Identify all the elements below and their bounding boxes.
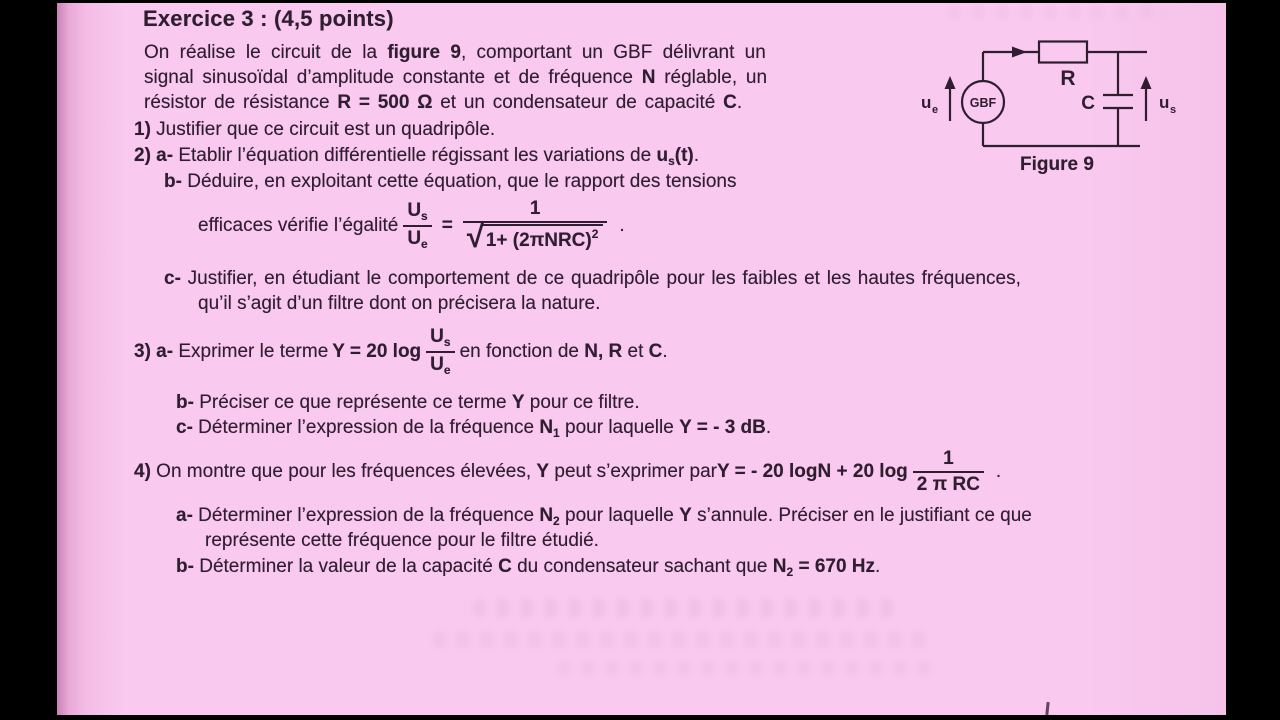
capacitor-label: C [1081, 93, 1095, 114]
pink-paper-page [57, 3, 1226, 715]
question-4a-line-2: représente cette fréquence pour le filtre étudié. [205, 530, 599, 551]
radical-sign: √ [466, 218, 484, 254]
gbf-label: GBF [969, 96, 997, 110]
formula-y-high-freq-lhs: Y = - 20 logN + 20 log [717, 461, 908, 482]
circuit-figure [915, 17, 1220, 157]
question-3c: c- Déterminer l’expression de la fréquence $N_1$ pour laquelle Y = - 3 dB. [176, 417, 772, 440]
formula-y-lhs: Y = 20 log [332, 341, 422, 362]
question-3b: b- Préciser ce que représente ce terme Y pour ce filtre. [176, 392, 640, 413]
question-4b: b- Déterminer la valeur de la capacité C du condensateur sachant que $N_2 = 670$ Hz. [176, 556, 881, 579]
square-root [466, 218, 604, 254]
fraction-numerator: 1 [529, 197, 541, 219]
question-2a: 2) a- Etablir l’équation différentielle régissant les variations de $u_s(t)$. [134, 145, 700, 168]
fraction-us-over-ue [426, 326, 454, 378]
current-arrow-icon [1012, 47, 1027, 58]
resistor-symbol [1039, 42, 1087, 63]
intro-line-2: signal sinusoïdal d’amplitude constante et de fréquence N réglable, un [144, 67, 768, 88]
equation-lead-text: efficaces vérifie l’égalité [198, 215, 399, 236]
fraction-transfer [463, 198, 608, 255]
question-3a-tail: en fonction de N, R et C. [459, 341, 668, 362]
resistor-label: R [1060, 67, 1076, 90]
us-arrow-icon [1141, 76, 1152, 89]
fraction-us-over-ue [403, 200, 431, 252]
exercise-title: Exercice 3 : (4,5 points) [143, 6, 394, 31]
fraction-denominator: 2 π RC [913, 471, 984, 496]
figure-caption: Figure 9 [1020, 154, 1094, 175]
fraction-numerator: $U_s$ [407, 200, 428, 224]
us-label-base: u [1159, 93, 1170, 112]
fraction-numerator: 1 [943, 448, 954, 470]
fraction-denominator: $U_e$ [403, 225, 431, 252]
intro-line-1: On réalise le circuit de la figure 9, comportant un GBF délivrant un [144, 42, 766, 63]
question-3a-line [134, 321, 668, 383]
ue-arrow-icon [945, 76, 956, 89]
question-4-lead: 4) On montre que pour les fréquences élevées, Y peut s’exprimer par [134, 461, 718, 482]
rc-circuit-diagram [915, 17, 1220, 157]
fraction-denominator [463, 218, 608, 255]
sentence-period: . [619, 215, 625, 236]
fraction-numerator: $U_s$ [430, 326, 451, 350]
ue-label-base: u [921, 93, 932, 112]
question-1: 1) Justifier que ce circuit est un quadripôle. [134, 119, 496, 140]
equals-sign: = [441, 215, 453, 236]
question-3a-lead: 3) a- Exprimer le terme [134, 341, 329, 362]
stray-pen-mark [1045, 702, 1049, 715]
us-label-sub: s [1170, 104, 1177, 116]
fraction-denominator: $U_e$ [426, 351, 454, 378]
bleed-through-mark [432, 631, 932, 648]
ue-label-sub: e [932, 104, 939, 116]
question-2b-line-1: b- Déduire, en exploitant cette équation, que le rapport des tensions [164, 171, 737, 192]
bleed-through-mark [947, 5, 1167, 19]
bleed-through-mark [472, 599, 902, 617]
sentence-period: . [995, 461, 1002, 482]
question-2c-line-1: c- Justifier, en étudiant le comportement de ce quadripôle pour les faibles et les hautes fréquences, [164, 268, 1021, 289]
fraction-1-over-2piRC [913, 448, 984, 496]
intro-line-3: résistor de résistance R = 500 Ω et un condensateur de capacité C. [144, 92, 743, 113]
question-4a-line-1: a- Déterminer l’expression de la fréquence $N_2$ pour laquelle Y s’annule. Préciser en le justifiant ce que [176, 505, 1032, 528]
bleed-through-mark [557, 661, 937, 677]
question-2c-line-2: qu’il s’agit d’un filtre dont on précisera la nature. [198, 293, 601, 314]
radicand: $1+ (2\pi NRC)^2$ [481, 224, 604, 252]
question-4-line [134, 443, 1001, 501]
question-2b-equation-line [198, 193, 625, 259]
